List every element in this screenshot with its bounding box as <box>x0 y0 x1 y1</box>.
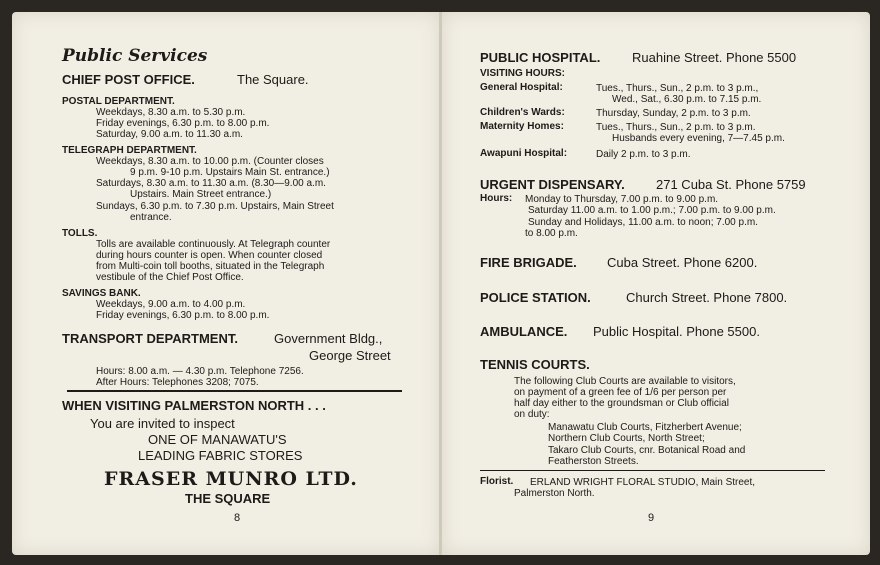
tennis-court: Manawatu Club Courts, Fitzherbert Avenue; <box>548 422 742 433</box>
florist-line: ERLAND WRIGHT FLORAL STUDIO, Main Street, <box>530 477 756 488</box>
police-station-address: Church Street. Phone 7800. <box>626 290 788 305</box>
page-number: 8 <box>234 512 241 524</box>
telegraph-heading: TELEGRAPH DEPARTMENT. <box>62 145 197 156</box>
dispensary-hours: Sunday and Holidays, 11.00 a.m. to noon; 7.00 p.m. <box>528 217 758 228</box>
telegraph-line: Upstairs. Main Street entrance.) <box>130 189 272 200</box>
general-hospital-hours: Wed., Sat., 6.30 p.m. to 7.15 p.m. <box>612 94 762 105</box>
telegraph-line: Sundays, 6.30 p.m. to 7.30 p.m. Upstairs, Main Street <box>96 201 334 212</box>
tolls-line: during hours counter is open. When counter closed <box>96 250 323 261</box>
maternity-homes-label: Maternity Homes: <box>480 121 564 132</box>
post-office-address: The Square. <box>237 72 309 87</box>
tolls-heading: TOLLS. <box>62 228 98 239</box>
awapuni-hospital-label: Awapuni Hospital: <box>480 148 568 159</box>
advert-line: ONE OF MANAWATU'S <box>148 432 287 447</box>
tennis-court: Northern Club Courts, North Street; <box>548 433 705 444</box>
postal-line: Weekdays, 8.30 a.m. to 5.30 p.m. <box>96 107 246 118</box>
post-office-heading: CHIEF POST OFFICE. <box>62 72 195 87</box>
tolls-line: vestibule of the Chief Post Office. <box>96 272 244 283</box>
hospital-address: Ruahine Street. Phone 5500 <box>632 50 797 65</box>
visiting-hours-heading: VISITING HOURS: <box>480 68 566 79</box>
dispensary-address: 271 Cuba St. Phone 5759 <box>656 177 806 192</box>
dispensary-hours: to 8.00 p.m. <box>525 228 578 239</box>
florist-label: Florist. <box>480 476 514 487</box>
police-station-heading: POLICE STATION. <box>480 290 591 305</box>
dispensary-hours-label: Hours: <box>480 193 513 204</box>
savings-line: Friday evenings, 6.30 p.m. to 8.00 p.m. <box>96 310 270 321</box>
dispensary-heading: URGENT DISPENSARY. <box>480 177 625 192</box>
savings-heading: SAVINGS BANK. <box>62 288 141 299</box>
tennis-line: on payment of a green fee of 1/6 per person per <box>514 387 727 398</box>
awapuni-hospital-hours: Daily 2 p.m. to 3 p.m. <box>596 149 691 160</box>
advert-location: THE SQUARE <box>185 491 271 506</box>
telegraph-line: Weekdays, 8.30 a.m. to 10.00 p.m. (Counter closes <box>96 156 324 167</box>
postal-line: Saturday, 9.00 a.m. to 11.30 a.m. <box>96 129 243 140</box>
savings-line: Weekdays, 9.00 a.m. to 4.00 p.m. <box>96 299 246 310</box>
telegraph-line: Saturdays, 8.30 a.m. to 11.30 a.m. (8.30—9.00 a.m. <box>96 178 326 189</box>
telegraph-line: entrance. <box>130 212 172 223</box>
advert-invite: You are invited to inspect <box>90 416 235 431</box>
hospital-heading: PUBLIC HOSPITAL. <box>480 50 601 65</box>
childrens-wards-hours: Thursday, Sunday, 2 p.m. to 3 p.m. <box>596 108 751 119</box>
tolls-line: from Multi-coin toll booths, situated in the Telegraph <box>96 261 325 272</box>
transport-heading: TRANSPORT DEPARTMENT. <box>62 331 238 346</box>
postal-heading: POSTAL DEPARTMENT. <box>62 96 175 107</box>
transport-address: Government Bldg., <box>274 331 383 346</box>
tennis-line: half day either to the groundsman or Club official <box>514 398 729 409</box>
divider <box>480 470 825 471</box>
tennis-court: Featherston Streets. <box>548 456 639 467</box>
fire-brigade-address: Cuba Street. Phone 6200. <box>607 255 758 270</box>
dispensary-hours: Monday to Thursday, 7.00 p.m. to 9.00 p.m. <box>525 194 719 205</box>
tennis-line: The following Club Courts are available to visitors, <box>514 376 736 387</box>
advert-line: LEADING FABRIC STORES <box>138 448 303 463</box>
page-number: 9 <box>648 512 655 524</box>
advert-brand: FRASER MUNRO LTD. <box>104 468 358 490</box>
ambulance-heading: AMBULANCE. <box>480 324 568 339</box>
dispensary-hours: Saturday 11.00 a.m. to 1.00 p.m.; 7.00 p.m. to 9.00 p.m. <box>528 205 776 216</box>
right-page <box>442 12 870 555</box>
tennis-court: Takaro Club Courts, cnr. Botanical Road and <box>548 445 746 456</box>
transport-hours: Hours: 8.00 a.m. — 4.30 p.m. Telephone 7256. <box>96 366 304 377</box>
section-title: Public Services <box>62 46 208 66</box>
tolls-line: Tolls are available continuously. At Telegraph counter <box>96 239 331 250</box>
postal-line: Friday evenings, 6.30 p.m. to 8.00 p.m. <box>96 118 270 129</box>
left-page <box>12 12 440 555</box>
general-hospital-hours: Tues., Thurs., Sun., 2 p.m. to 3 p.m., <box>596 83 759 94</box>
maternity-homes-hours: Tues., Thurs., Sun., 2 p.m. to 3 p.m. <box>596 122 756 133</box>
fire-brigade-heading: FIRE BRIGADE. <box>480 255 577 270</box>
transport-address: George Street <box>309 348 391 363</box>
tennis-heading: TENNIS COURTS. <box>480 357 590 372</box>
divider <box>67 390 402 392</box>
transport-after-hours: After Hours: Telephones 3208; 7075. <box>96 377 259 388</box>
general-hospital-label: General Hospital: <box>480 82 563 93</box>
tennis-line: on duty: <box>514 409 550 420</box>
florist-line: Palmerston North. <box>514 488 595 499</box>
maternity-homes-hours: Husbands every evening, 7—7.45 p.m. <box>612 133 785 144</box>
telegraph-line: 9 p.m. 9-10 p.m. Upstairs Main St. entrance.) <box>130 167 330 178</box>
advert-heading: WHEN VISITING PALMERSTON NORTH . . . <box>62 398 326 413</box>
ambulance-address: Public Hospital. Phone 5500. <box>593 324 760 339</box>
childrens-wards-label: Children's Wards: <box>480 107 565 118</box>
